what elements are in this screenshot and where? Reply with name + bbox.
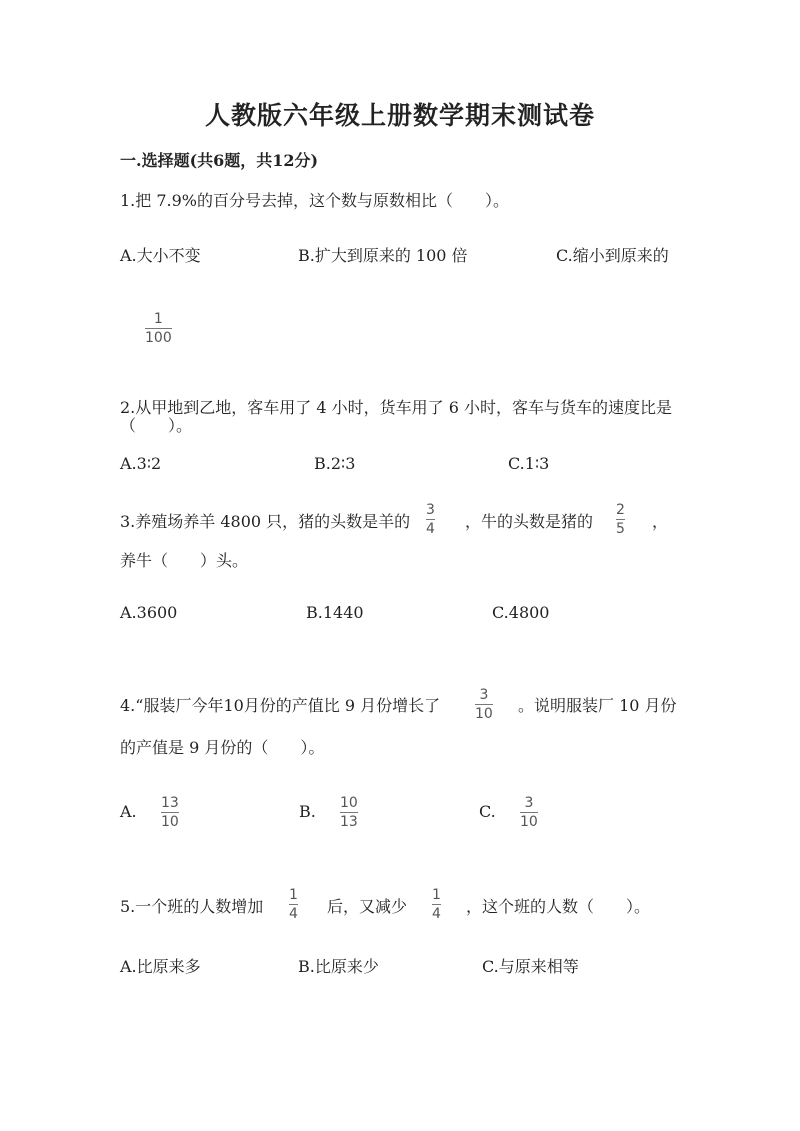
question-5-option-a: A.比原来多 xyxy=(120,957,201,976)
question-2-text-line-2: （ ）。 xyxy=(120,416,193,435)
question-5-fraction-1 xyxy=(289,888,298,922)
question-5-text-part-3: ，这个班的人数（ ）。 xyxy=(466,897,651,916)
fraction-bar xyxy=(520,812,538,813)
question-4-text-line-2: 的产值是 9 月份的（ ）。 xyxy=(120,738,325,757)
question-3-fraction-2 xyxy=(616,503,625,537)
fraction-denominator: 13 xyxy=(340,814,358,830)
fraction-denominator: 10 xyxy=(520,814,538,830)
fraction-numerator: 13 xyxy=(161,795,179,811)
fraction-denominator: 4 xyxy=(432,906,441,922)
question-4-option-b: B. xyxy=(299,802,316,821)
fraction-bar xyxy=(289,904,298,905)
question-4-fraction xyxy=(475,688,493,722)
fraction-bar xyxy=(340,812,358,813)
question-3-text-line-2: 养牛（ ）头。 xyxy=(120,551,249,570)
question-5-fraction-2 xyxy=(432,888,441,922)
question-4-option-b-fraction xyxy=(340,796,358,830)
question-3-text-part-2: ，牛的头数是猪的 xyxy=(465,512,594,531)
question-2-option-c: C.1∶3 xyxy=(508,454,550,473)
fraction-denominator: 4 xyxy=(426,521,435,537)
fraction-numerator: 1 xyxy=(289,887,298,903)
question-1-option-c-fraction xyxy=(145,312,172,346)
fraction-numerator: 10 xyxy=(340,795,358,811)
page-title: 人教版六年级上册数学期末测试卷 xyxy=(204,101,595,130)
question-5-text-part-1: 5.一个班的人数增加 xyxy=(120,897,264,916)
question-1-option-a: A.大小不变 xyxy=(120,246,201,265)
question-1-text: 1.把 7.9%的百分号去掉，这个数与原数相比（ ）。 xyxy=(120,191,510,210)
question-2-option-a: A.3∶2 xyxy=(120,454,162,473)
question-4-text-part-1: 4.“服装厂今年10月份的产值比 9 月份增长了 xyxy=(120,696,441,715)
question-3-option-b: B.1440 xyxy=(306,603,364,622)
fraction-denominator: 10 xyxy=(161,814,179,830)
question-4-option-a: A. xyxy=(120,802,137,821)
fraction-denominator: 5 xyxy=(616,521,625,537)
question-3-option-a: A.3600 xyxy=(120,603,178,622)
fraction-numerator: 3 xyxy=(479,687,489,703)
question-3-fraction-1 xyxy=(426,503,435,537)
question-4-option-a-fraction xyxy=(161,796,179,830)
fraction-numerator: 1 xyxy=(153,311,163,327)
fraction-bar xyxy=(426,519,435,520)
fraction-bar xyxy=(161,812,179,813)
fraction-denominator: 10 xyxy=(475,706,493,722)
question-4-option-c-fraction xyxy=(520,796,538,830)
question-1-option-c: C.缩小到原来的 xyxy=(556,246,669,265)
fraction-bar xyxy=(475,704,493,705)
fraction-numerator: 2 xyxy=(616,502,625,518)
fraction-bar xyxy=(616,519,625,520)
fraction-numerator: 3 xyxy=(524,795,534,811)
fraction-numerator: 3 xyxy=(426,502,435,518)
question-5-option-b: B.比原来少 xyxy=(298,957,379,976)
fraction-denominator: 4 xyxy=(289,906,298,922)
fraction-denominator: 100 xyxy=(145,330,172,346)
section-heading: 一.选择题(共6题，共12分) xyxy=(120,151,319,170)
question-3-text-part-1: 3.养殖场养羊 4800 只，猪的头数是羊的 xyxy=(120,512,411,531)
question-3-option-c: C.4800 xyxy=(492,603,550,622)
fraction-numerator: 1 xyxy=(432,887,441,903)
question-4-option-c: C. xyxy=(479,802,496,821)
question-2-text-line-1: 2.从甲地到乙地，客车用了 4 小时，货车用了 6 小时，客车与货车的速度比是 xyxy=(120,398,672,417)
question-2-option-b: B.2∶3 xyxy=(314,454,356,473)
fraction-bar xyxy=(145,328,172,329)
question-1-option-b: B.扩大到原来的 100 倍 xyxy=(298,246,468,265)
question-3-text-part-3: ， xyxy=(652,512,669,531)
question-5-option-c: C.与原来相等 xyxy=(482,957,579,976)
question-4-text-part-2: 。说明服装厂 10 月份 xyxy=(518,696,677,715)
fraction-bar xyxy=(432,904,441,905)
question-5-text-part-2: 后，又减少 xyxy=(327,897,408,916)
